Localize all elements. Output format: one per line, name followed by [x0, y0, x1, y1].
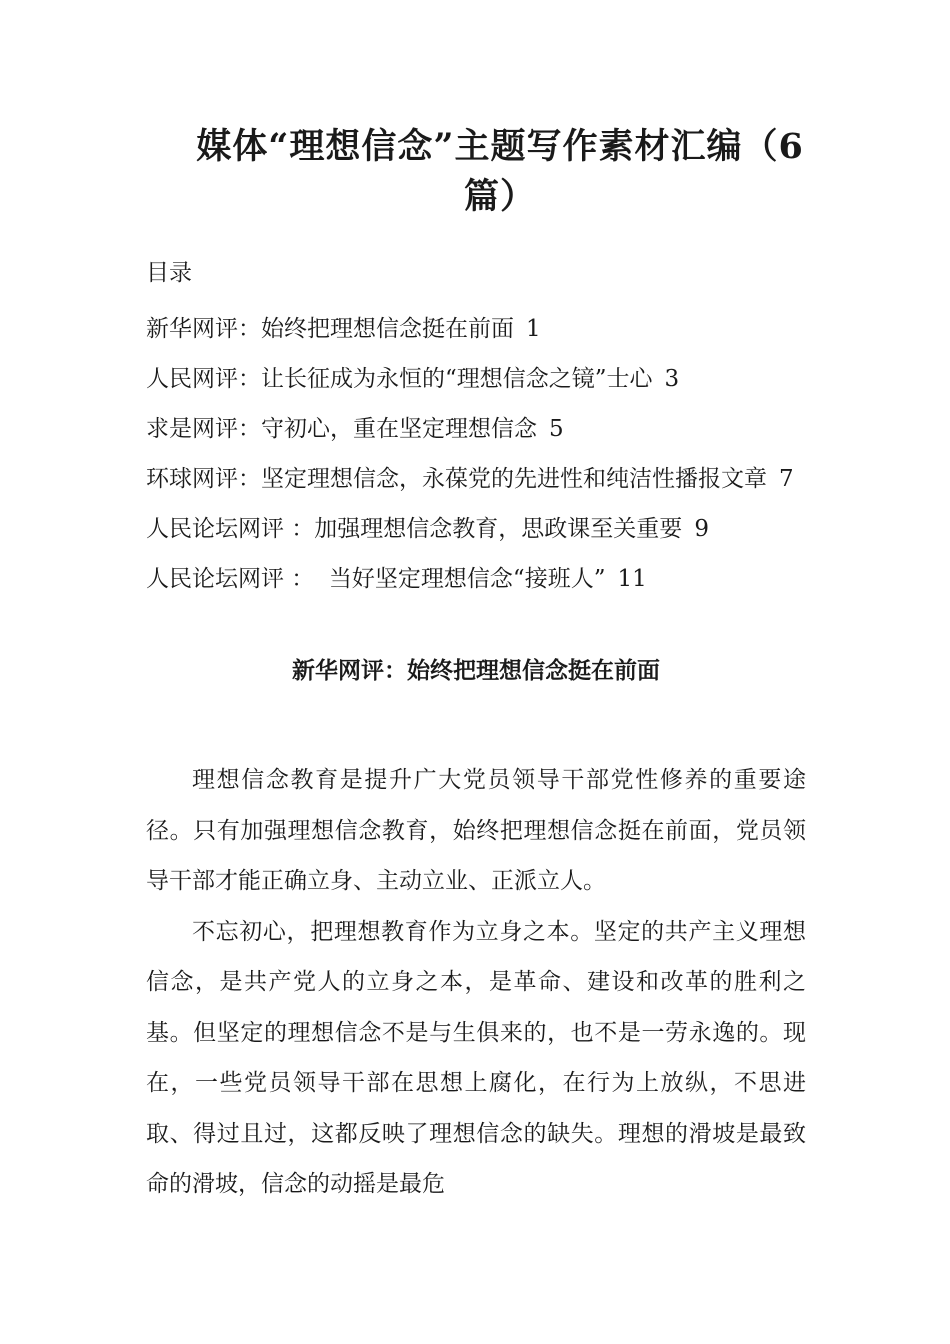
toc-item-label: 新华网评：始终把理想信念挺在前面 — [146, 316, 514, 342]
toc-item[interactable] — [146, 504, 796, 554]
toc-item[interactable] — [146, 304, 796, 354]
toc-item[interactable] — [146, 554, 796, 604]
toc-item[interactable] — [146, 354, 796, 404]
toc-item-label: 人民论坛网评 ：加强理想信念教育，思政课至关重要 — [146, 516, 683, 542]
toc-item[interactable] — [146, 404, 796, 454]
toc-item-label: 人民论坛网评 ： 当好坚定理想信念“接班人” — [146, 566, 606, 592]
table-of-contents — [146, 304, 796, 604]
toc-item-page: 9 — [694, 516, 709, 542]
toc-item-label: 环球网评：坚定理想信念，永葆党的先进性和纯洁性播报文章 — [146, 466, 767, 492]
toc-item-label: 求是网评：守初心，重在坚定理想信念 — [146, 416, 537, 442]
paragraph: 不忘初心，把理想教育作为立身之本。坚定的共产主义理想信念，是共产党人的立身之本，是革命、建设和改革的胜利之基。但坚定的理想信念不是与生俱来的，也不是一劳永逸的。现在，一些党员领导干部在思想上腐化，在行为上放纵，不思进取、得过且过，这都反映了理想信念的缺失。理想的滑坡是最致命的滑坡，信念的动摇是最危 — [146, 918, 806, 1197]
paragraph: 理想信念教育是提升广大党员领导干部党性修养的重要途径。只有加强理想信念教育，始终把理想信念挺在前面，党员领导干部才能正确立身、主动立业、正派立人。 — [146, 767, 806, 894]
section-title: 新华网评：始终把理想信念挺在前面 — [292, 657, 660, 684]
toc-item-page: 3 — [664, 366, 680, 392]
toc-item-page: 1 — [526, 316, 541, 342]
toc-item[interactable] — [146, 454, 796, 504]
toc-item-page: 7 — [779, 466, 794, 492]
document-title: 媒体“理想信念”主题写作素材汇编（6篇） — [196, 126, 804, 217]
toc-item-page: 11 — [617, 566, 647, 592]
article-body — [146, 755, 806, 1210]
toc-item-page: 5 — [549, 416, 564, 442]
toc-heading: 目录 — [146, 260, 192, 286]
toc-item-label: 人民网评：让长征成为永恒的“理想信念之镜”士心 — [146, 366, 653, 392]
